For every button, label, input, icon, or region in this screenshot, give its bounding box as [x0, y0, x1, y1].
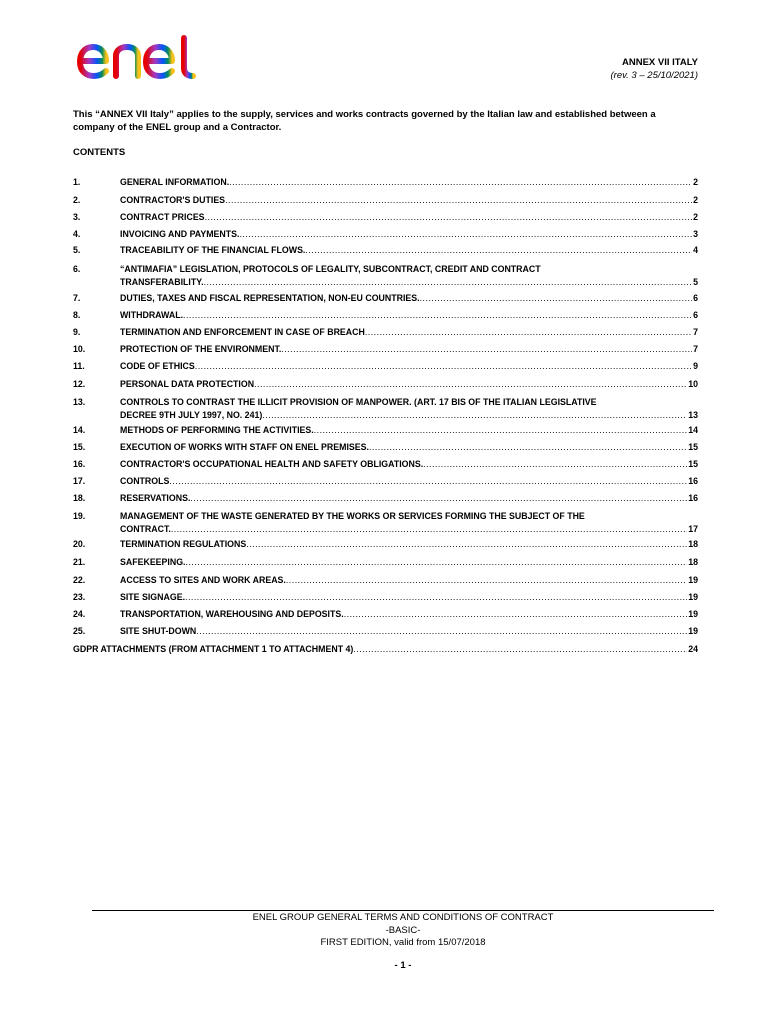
- toc-page-number: 16: [688, 476, 698, 486]
- toc-number: 16.: [73, 459, 86, 469]
- toc-entry[interactable]: [73, 475, 698, 488]
- enel-logo-mark: [76, 34, 204, 82]
- toc-page-number: 19: [688, 626, 698, 636]
- toc-title: GENERAL INFORMATION.: [120, 177, 230, 187]
- toc-entry[interactable]: [73, 591, 698, 604]
- toc-entry[interactable]: [73, 396, 698, 422]
- toc-title: TRACEABILITY OF THE FINANCIAL FLOWS.: [120, 245, 306, 255]
- toc-number: 3.: [73, 212, 81, 222]
- toc-title: CONTROLS TO CONTRAST THE ILLICIT PROVISION OF MANPOWER. (ART. 17 BIS OF THE ITALIAN LEGISLATIVE: [120, 397, 597, 407]
- toc-number: 10.: [73, 344, 86, 354]
- toc-title: GDPR ATTACHMENTS (FROM ATTACHMENT 1 TO ATTACHMENT 4): [73, 644, 354, 654]
- toc-entry[interactable]: [73, 309, 698, 322]
- toc-leader-dots: [183, 309, 692, 322]
- toc-entry[interactable]: [73, 441, 698, 454]
- toc-leader-dots: [186, 556, 688, 569]
- toc-title: CONTROLS: [120, 476, 170, 486]
- toc-leader-dots: [246, 538, 687, 551]
- toc-title: MANAGEMENT OF THE WASTE GENERATED BY THE WORKS OR SERVICES FORMING THE SUBJECT OF THE: [120, 511, 585, 521]
- toc-entry[interactable]: [73, 378, 698, 391]
- toc-page-number: 17: [688, 524, 698, 534]
- toc-title: SITE SHUT-DOWN: [120, 626, 197, 636]
- toc-entry[interactable]: [73, 510, 698, 536]
- toc-page-number: 7: [693, 344, 698, 354]
- toc-leader-dots: [196, 625, 687, 638]
- toc-page-number: 7: [693, 327, 698, 337]
- toc-entry[interactable]: [73, 343, 698, 356]
- toc-page-number: 19: [688, 592, 698, 602]
- toc-title: TRANSPORTATION, WAREHOUSING AND DEPOSITS.: [120, 609, 344, 619]
- footer-line-3: FIRST EDITION, valid from 15/07/2018: [320, 937, 486, 948]
- toc-page-number: 6: [693, 310, 698, 320]
- toc-number: 15.: [73, 442, 86, 452]
- footer-line-1: ENEL GROUP GENERAL TERMS AND CONDITIONS OF CONTRACT: [252, 912, 554, 923]
- toc-page-number: 10: [688, 379, 698, 389]
- toc-page-number: 3: [693, 229, 698, 239]
- toc-number: 17.: [73, 476, 86, 486]
- toc-page-number: 18: [688, 539, 698, 549]
- toc-leader-dots: [169, 475, 687, 488]
- toc-title: CODE OF ETHICS: [120, 361, 195, 371]
- toc-page-number: 16: [688, 493, 698, 503]
- toc-leader-dots: [281, 343, 692, 356]
- toc-page-number: 15: [688, 459, 698, 469]
- footer-rule: [92, 910, 714, 911]
- toc-page-number: 2: [693, 195, 698, 205]
- annex-revision: (rev. 3 – 25/10/2021): [610, 70, 698, 81]
- toc-leader-dots: [229, 176, 692, 189]
- toc-leader-dots: [423, 458, 687, 471]
- toc-page-number: 5: [693, 277, 698, 287]
- toc-page-number: 2: [693, 212, 698, 222]
- toc-leader-dots: [225, 194, 692, 207]
- toc-title: EXECUTION OF WORKS WITH STAFF ON ENEL PREMISES.: [120, 442, 369, 452]
- toc-entry[interactable]: [73, 538, 698, 551]
- toc-entry[interactable]: [73, 608, 698, 621]
- toc-leader-dots: [171, 523, 687, 536]
- toc-number: 5.: [73, 245, 81, 255]
- toc-title: TRANSFERABILITY.: [120, 277, 204, 287]
- toc-title: INVOICING AND PAYMENTS.: [120, 229, 240, 239]
- toc-entry[interactable]: [73, 643, 698, 656]
- toc-entry[interactable]: [73, 492, 698, 505]
- toc-leader-dots: [314, 424, 688, 437]
- toc-page-number: 24: [688, 644, 698, 654]
- toc-number: 8.: [73, 310, 81, 320]
- toc-entry[interactable]: [73, 360, 698, 373]
- toc-leader-dots: [254, 378, 687, 391]
- toc-number: 11.: [73, 361, 85, 371]
- toc-number: 24.: [73, 609, 86, 619]
- toc-page-number: 13: [688, 410, 698, 420]
- toc-number: 13.: [73, 397, 86, 407]
- toc-number: 4.: [73, 229, 81, 239]
- toc-leader-dots: [205, 211, 693, 224]
- toc-entry[interactable]: [73, 625, 698, 638]
- toc-entry[interactable]: [73, 556, 698, 569]
- toc-title: SITE SIGNAGE.: [120, 592, 186, 602]
- toc-page-number: 19: [688, 609, 698, 619]
- toc-number: 14.: [73, 425, 86, 435]
- toc-leader-dots: [286, 574, 687, 587]
- toc-number: 22.: [73, 575, 86, 585]
- toc-entry[interactable]: [73, 574, 698, 587]
- toc-page-number: 15: [688, 442, 698, 452]
- toc-page-number: 14: [688, 425, 698, 435]
- toc-leader-dots: [185, 591, 687, 604]
- toc-number: 23.: [73, 592, 86, 602]
- toc-entry[interactable]: [73, 458, 698, 471]
- toc-title: CONTRACT PRICES: [120, 212, 205, 222]
- toc-leader-dots: [305, 244, 692, 257]
- toc-page-number: 6: [693, 293, 698, 303]
- toc-number: 25.: [73, 626, 86, 636]
- intro-paragraph: This “ANNEX VII Italy” applies to the supply, services and works contracts governed by the Italian law and established between a company of the ENEL group and a Contractor.: [73, 109, 656, 133]
- toc-title: RESERVATIONS.: [120, 493, 191, 503]
- toc-title: DECREE 9TH JULY 1997, NO. 241): [120, 410, 263, 420]
- toc-entry[interactable]: [73, 326, 698, 339]
- toc-number: 7.: [73, 293, 81, 303]
- toc-entry[interactable]: [73, 228, 698, 241]
- toc-title: SAFEKEEPING.: [120, 557, 186, 567]
- toc-entry[interactable]: [73, 263, 698, 289]
- toc-title: DUTIES, TAXES AND FISCAL REPRESENTATION, NON-EU COUNTRIES.: [120, 293, 420, 303]
- toc-page-number: 2: [693, 177, 698, 187]
- page-number: - 1 -: [394, 960, 412, 971]
- toc-leader-dots: [365, 326, 692, 339]
- toc-title: CONTRACT.: [120, 524, 171, 534]
- toc-number: 2.: [73, 195, 81, 205]
- toc-leader-dots: [204, 276, 693, 289]
- toc-entry[interactable]: [73, 244, 698, 257]
- toc-title: TERMINATION REGULATIONS: [120, 539, 247, 549]
- toc-title: “ANTIMAFIA” LEGISLATION, PROTOCOLS OF LEGALITY, SUBCONTRACT, CREDIT AND CONTRACT: [120, 264, 541, 274]
- toc-page-number: 19: [688, 575, 698, 585]
- toc-entry[interactable]: [73, 194, 698, 207]
- toc-title: ACCESS TO SITES AND WORK AREAS.: [120, 575, 286, 585]
- toc-leader-dots: [420, 292, 692, 305]
- toc-title: CONTRACTOR'S OCCUPATIONAL HEALTH AND SAFETY OBLIGATIONS.: [120, 459, 424, 469]
- toc-number: 19.: [73, 511, 86, 521]
- toc-title: TERMINATION AND ENFORCEMENT IN CASE OF BREACH: [120, 327, 365, 337]
- toc-number: 6.: [73, 264, 81, 274]
- enel-logo: [76, 34, 204, 82]
- toc-title: PERSONAL DATA PROTECTION: [120, 379, 255, 389]
- toc-title: METHODS OF PERFORMING THE ACTIVITIES.: [120, 425, 314, 435]
- toc-leader-dots: [190, 492, 687, 505]
- toc-leader-dots: [239, 228, 692, 241]
- toc-number: 21.: [73, 557, 86, 567]
- toc-page-number: 9: [693, 361, 698, 371]
- toc-title: WITHDRAWAL.: [120, 310, 184, 320]
- toc-number: 20.: [73, 539, 86, 549]
- toc-title: PROTECTION OF THE ENVIRONMENT.: [120, 344, 282, 354]
- toc-entry[interactable]: [73, 292, 698, 305]
- footer: [92, 912, 714, 950]
- toc-number: 1.: [73, 177, 81, 187]
- toc-leader-dots: [353, 643, 687, 656]
- toc-leader-dots: [262, 409, 687, 422]
- toc-entry[interactable]: [73, 211, 698, 224]
- toc-leader-dots: [344, 608, 688, 621]
- contents-heading: CONTENTS: [73, 147, 126, 158]
- toc-number: 18.: [73, 493, 86, 503]
- toc-page-number: 18: [688, 557, 698, 567]
- toc-title: CONTRACTOR'S DUTIES: [120, 195, 226, 205]
- toc-leader-dots: [369, 441, 687, 454]
- footer-line-2: -BASIC-: [385, 924, 421, 936]
- toc-leader-dots: [195, 360, 692, 373]
- toc-number: 9.: [73, 327, 81, 337]
- toc-number: 12.: [73, 379, 86, 389]
- annex-header: [611, 56, 699, 82]
- toc-entry[interactable]: [73, 424, 698, 437]
- toc-entry[interactable]: [73, 176, 698, 189]
- toc-page-number: 4: [693, 245, 698, 255]
- annex-title: ANNEX VII ITALY: [621, 57, 698, 68]
